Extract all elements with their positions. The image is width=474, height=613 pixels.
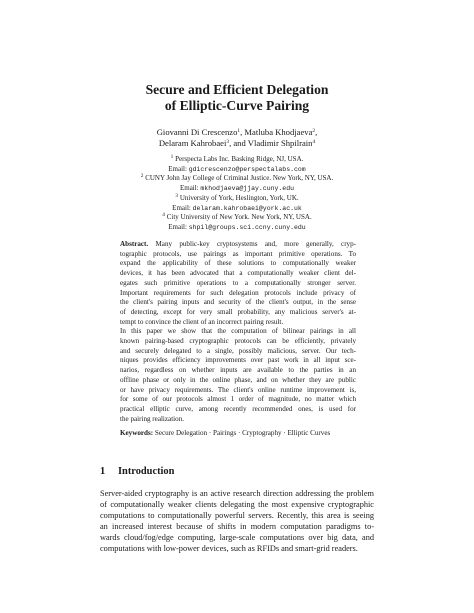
abstract-line: In this paper we show that the computation of bilinear pairings in all — [120, 327, 356, 336]
abstract-line: tempt to convince the client of an incorrect pairing result. — [120, 317, 284, 326]
body-line: of computationally weaker clients delegating the most expensive cryptographic — [100, 500, 374, 510]
section-title: Introduction — [118, 466, 175, 477]
abstract-line: narios, regardless on whether inputs are available to the parties in an — [120, 366, 356, 375]
affiliation-email-line — [0, 184, 474, 194]
affil-mark: 2 — [140, 173, 144, 180]
keywords — [120, 429, 360, 439]
body-line: Server-aided cryptography is an active research direction addressing the problem — [100, 489, 374, 498]
affiliation-line — [0, 194, 474, 204]
abstract-line: Important requirements for such delegation protocols include privacy of — [120, 288, 356, 297]
affiliation-line — [0, 213, 474, 223]
affil-name: Perspecta Labs Inc. Basking Ridge, NJ, USA. — [175, 155, 304, 163]
abstract-line: the pairing realization. — [120, 414, 185, 423]
body-line: wards cloud/fog/edge computing, large-scale computations over big data, and — [100, 533, 374, 543]
affiliation-email-line — [0, 223, 474, 233]
abstract-line — [120, 240, 356, 250]
abstract-line: and securely delegated to a single, possibly malicious, server. Our tech- — [120, 346, 356, 355]
intro-paragraph — [100, 488, 374, 555]
abstract-line: for some of our protocols almost 1 order of magnitude, no matter which — [120, 395, 356, 404]
abstract-line: expand the applicability of these solutions to computationally weaker — [120, 259, 356, 268]
author-name: Delaram Kahrobaei — [158, 138, 227, 148]
abstract-text: Many public-key cryptosystems and, more generally, cryp- — [155, 240, 357, 248]
abstract-line: tographic protocols, use pairings as important primitive operations. To — [120, 249, 356, 258]
body-line: computations to computationally powerful servers. Recently, this area is seeing — [100, 511, 374, 521]
affil-name: City University of New York. New York, NY, USA. — [166, 213, 312, 222]
affiliation-line — [0, 174, 474, 184]
keywords-label: Keywords: — [120, 429, 154, 437]
abstract-line: practical elliptic curve, among recently recommended ones, is used for — [120, 404, 356, 413]
author-line: Giovanni Di Crescenzo$^1$, Matluba Khodjaeva$^2$, — [156, 127, 318, 137]
abstract-line: devices, it has been advocated that a computationally weaker client del- — [120, 269, 356, 278]
email-label: Email: — [168, 164, 187, 173]
affiliation-line — [0, 155, 474, 165]
author-affil-mark: 1 — [237, 128, 241, 134]
section-heading — [100, 466, 174, 477]
author-line: Delaram Kahrobaei$^3$, and Vladimir Shpilrain$^4$ — [158, 138, 316, 148]
affil-name: CUNY John Jay College of Criminal Justice. New York, NY, USA. — [145, 174, 334, 183]
email-label: Email: — [172, 203, 191, 212]
author-conjunction: and — [233, 138, 246, 148]
affiliation-email-line — [0, 165, 474, 175]
email-address: delaram.kahrobaei@york.ac.uk — [192, 204, 302, 212]
author-name: Matluba Khodjaeva — [244, 127, 313, 137]
author-affil-mark: 3 — [226, 139, 230, 145]
affil-name: University of York, Heslington, York, UK. — [179, 193, 299, 202]
abstract-line: or have privacy requirements. The client's online runtime improvement is, — [120, 385, 356, 394]
title-line: Secure and Efficient Delegation — [145, 82, 329, 97]
title-line: of Elliptic-Curve Pairing — [164, 98, 310, 113]
affiliation-email-line — [0, 204, 474, 214]
author-name: Giovanni Di Crescenzo — [156, 127, 238, 137]
email-address: gdicrescenzo@perspectalabs.com — [188, 165, 306, 173]
email-address: shpil@groups.sci.ccny.cuny.edu — [188, 223, 306, 231]
paper-title — [0, 82, 474, 114]
abstract-line: egates such primitive operations to a computationally stronger server. — [120, 278, 356, 287]
abstract-line: offline phase or only in the online phase, and on whether they are public — [120, 375, 356, 384]
abstract-label: Abstract. — [120, 240, 149, 248]
abstract — [120, 240, 356, 424]
email-label: Email: — [179, 184, 199, 193]
author-affil-mark: 2 — [312, 128, 316, 134]
section-number: 1 — [100, 466, 106, 477]
email-label: Email: — [168, 222, 187, 231]
affil-mark: 1 — [170, 154, 174, 160]
body-line: computations with low-power devices, such as RFIDs and smart-grid readers. — [100, 544, 358, 554]
abstract-line: the client's pairing inputs and security of the client's output, in the sense — [120, 298, 356, 307]
affiliation-list — [0, 155, 474, 233]
body-line: an increased interest because of shifts in modern computation paradigms to- — [100, 522, 374, 532]
author-name: Vladimir Shpilrain — [247, 138, 313, 148]
affil-mark: 4 — [162, 212, 165, 219]
author-affil-mark: 4 — [312, 139, 316, 145]
author-list — [0, 127, 474, 149]
abstract-line: known pairing-based cryptographic protocols can be efficiently, privately — [120, 337, 356, 346]
abstract-line: of detecting, except for very small probability, any malicious server's at- — [120, 307, 356, 316]
email-address: mkhodjaeva@jjay.cuny.edu — [200, 185, 295, 193]
affil-mark: 3 — [175, 192, 179, 199]
keywords-text: Secure Delegation · Pairings · Cryptography · Elliptic Curves — [154, 429, 331, 437]
abstract-line: niques provides efficiency improvements over past work in all input sce- — [120, 356, 356, 365]
